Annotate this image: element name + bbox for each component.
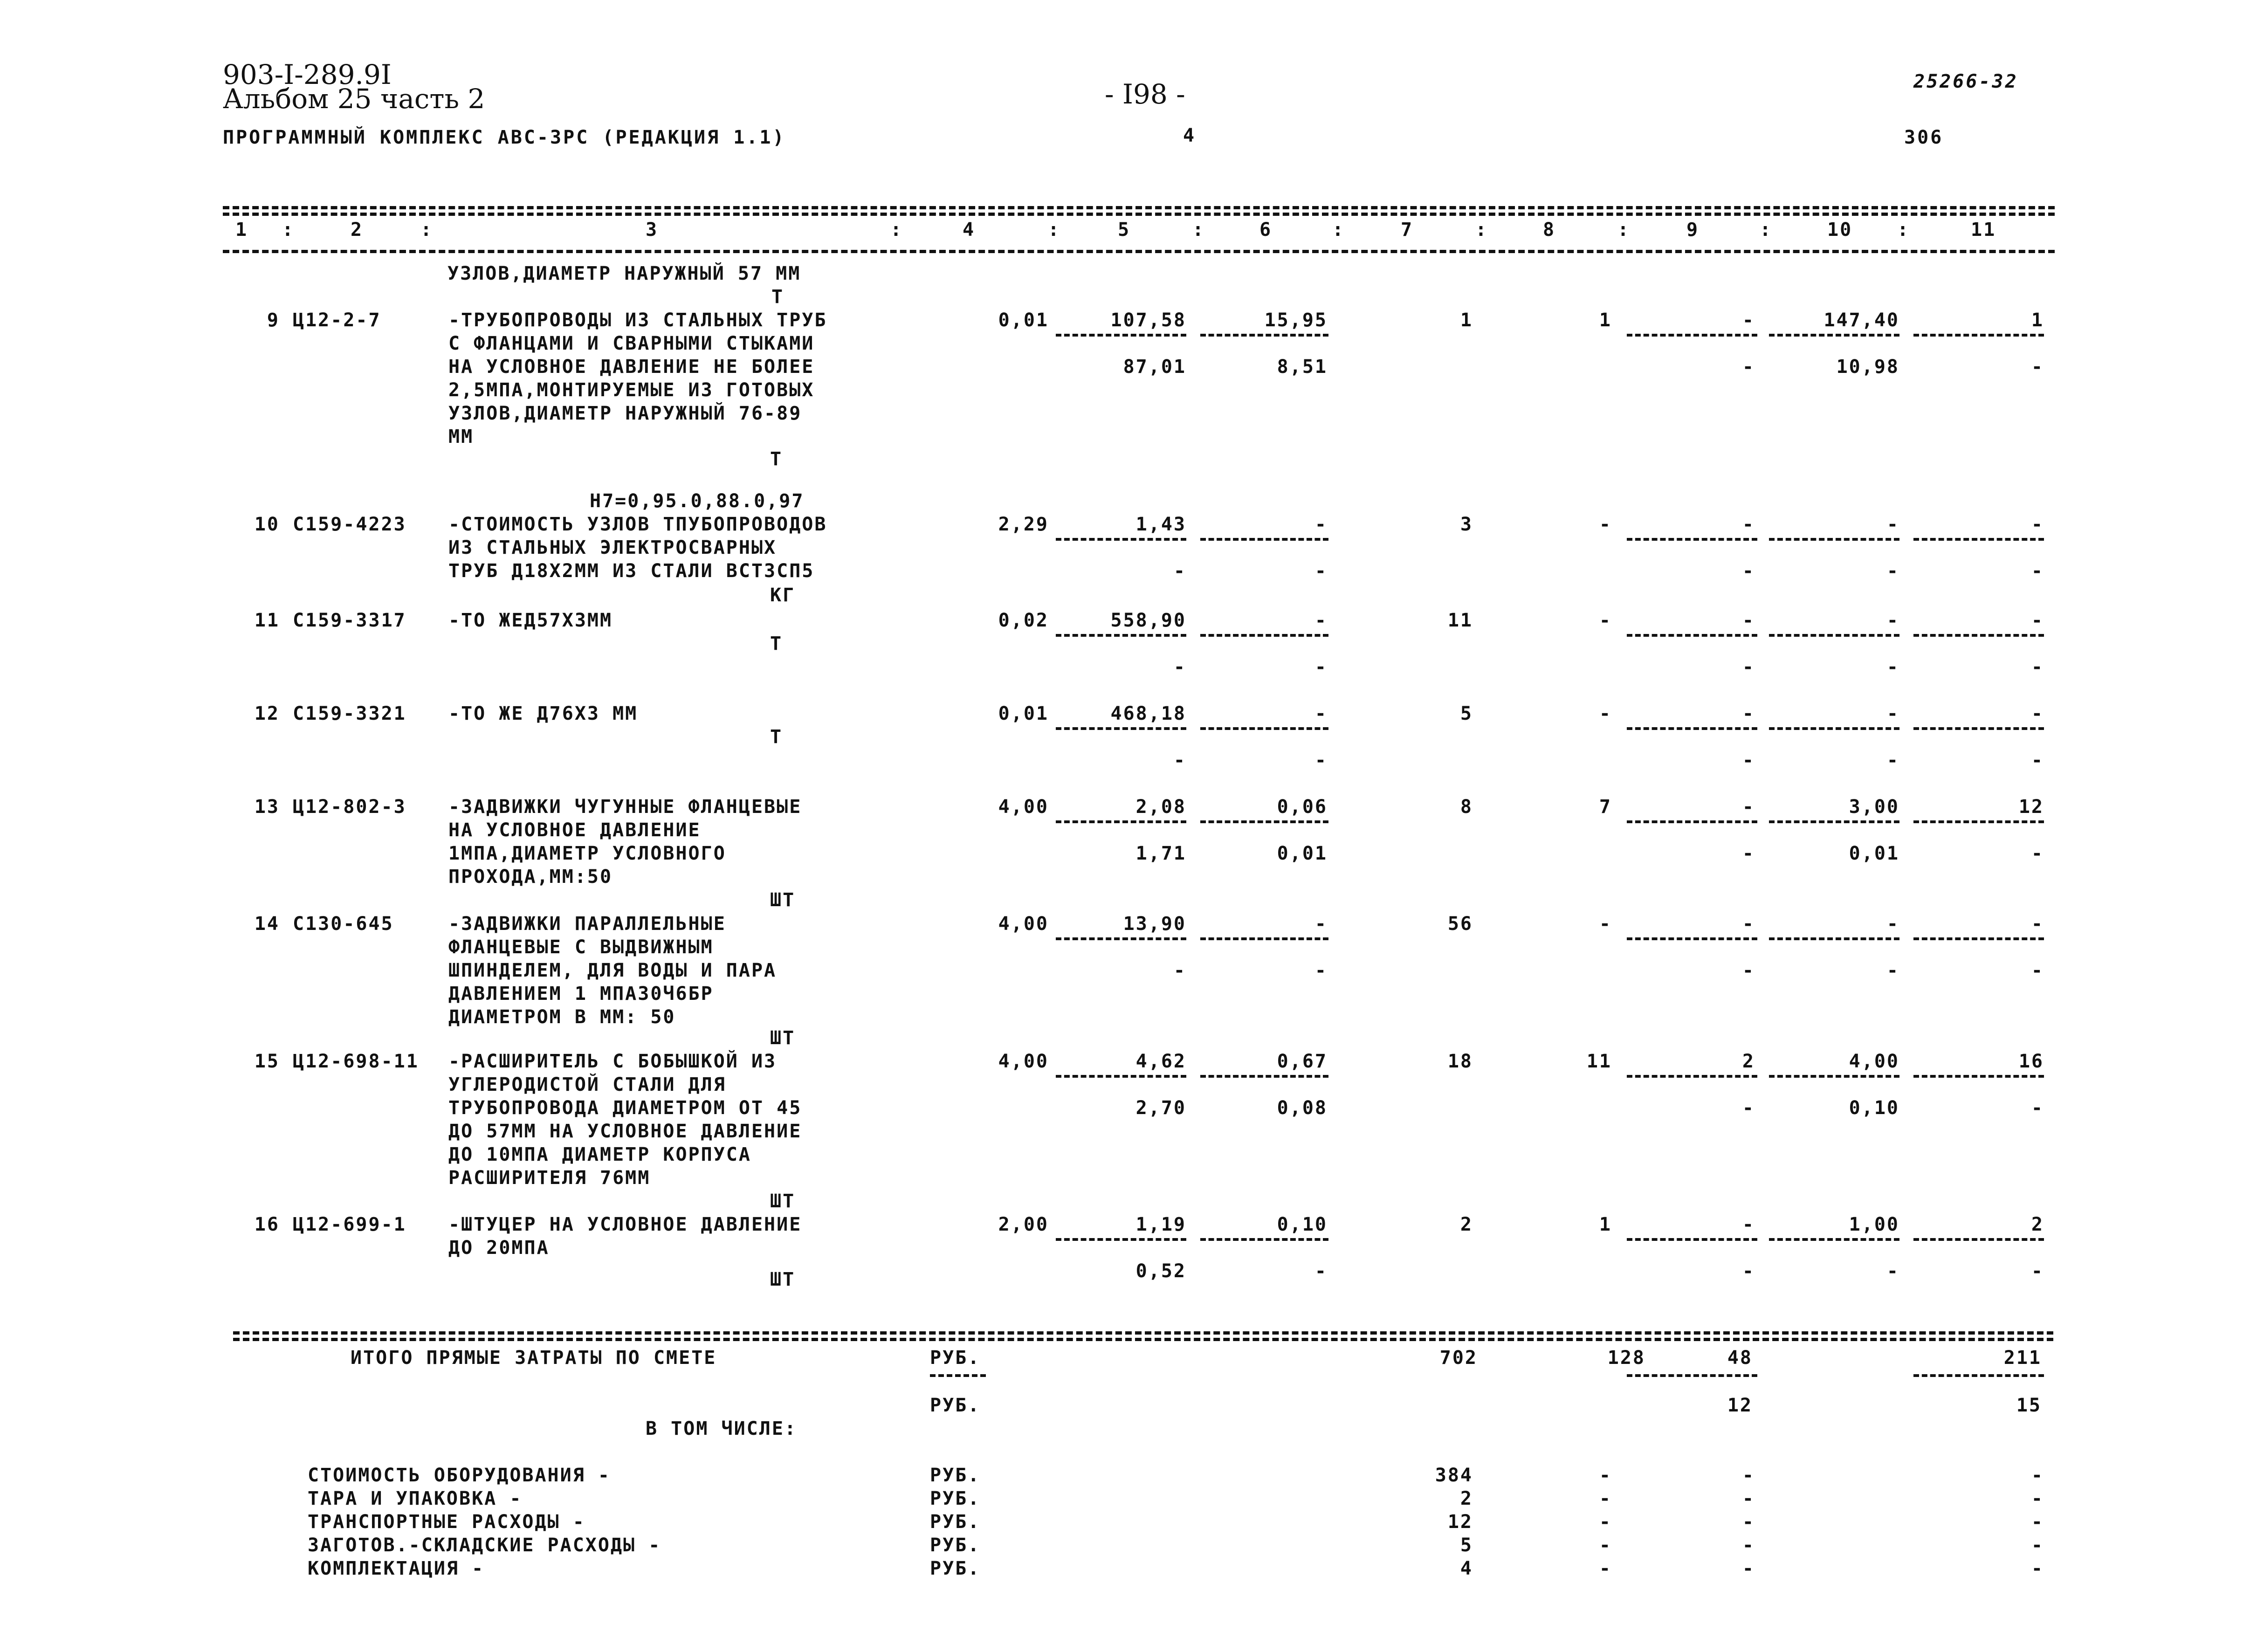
description-line: -ТРУБОПРОВОДЫ ИЗ СТАЛЬНЫХ ТРУБ <box>448 310 827 331</box>
breakdown-col-9: - <box>1742 1465 1755 1486</box>
cell-col-10: - <box>1886 913 1899 935</box>
cell-col-9-secondary: - <box>1742 560 1755 582</box>
description-line: ДО 10МПА ДИАМЕТР КОРПУСА <box>448 1144 751 1165</box>
cell-col-5: 13,90 <box>1123 913 1186 935</box>
breakdown-col-8: - <box>1599 1511 1612 1533</box>
cell-col-6-secondary: 0,08 <box>1277 1097 1328 1119</box>
fraction-rule <box>1913 334 2044 337</box>
cell-col-9: - <box>1742 610 1755 631</box>
code-number: 306 <box>1904 127 1944 148</box>
breakdown-col-8: - <box>1599 1465 1612 1486</box>
breakdown-col-11: - <box>2031 1488 2044 1509</box>
cell-col-4: 0,02 <box>998 610 1049 631</box>
cell-col-8: - <box>1599 913 1612 935</box>
cell-col-9: - <box>1742 514 1755 535</box>
album-label: Альбом 25 часть 2 <box>223 83 485 115</box>
coefficient-note: Н7=0,95.0,88.0,97 <box>590 490 805 512</box>
breakdown-col-11: - <box>2031 1558 2044 1579</box>
cell-col-5: 468,18 <box>1110 703 1186 724</box>
including-label: В ТОМ ЧИСЛЕ: <box>646 1418 797 1439</box>
program-title: ПРОГРАММНЫЙ КОМПЛЕКС АВС-3РС (РЕДАКЦИЯ 1.1) <box>223 127 786 148</box>
unit-of-measure: КГ <box>770 585 796 606</box>
unit-of-measure: ШТ <box>770 1027 796 1049</box>
totals-col-9-secondary: 12 <box>1727 1395 1753 1416</box>
cell-col-11-secondary: - <box>2031 1097 2044 1119</box>
cell-col-7: 56 <box>1447 913 1473 935</box>
description-line: ДО 20МПА <box>448 1237 550 1259</box>
breakdown-label: ТАРА И УПАКОВКА - <box>308 1488 523 1509</box>
cell-col-10-secondary: - <box>1886 1260 1899 1282</box>
rate-code: С159-3321 <box>293 703 406 724</box>
table-top-rule <box>223 206 2055 209</box>
description-line: ПРОХОДА,ММ:50 <box>448 866 613 888</box>
cell-col-5-secondary: - <box>1173 656 1186 678</box>
col-2-header: 2 <box>351 219 364 241</box>
row-number: 15 <box>254 1051 280 1072</box>
fraction-rule <box>1913 820 2044 823</box>
cell-col-7: 5 <box>1460 703 1473 724</box>
cell-col-8: 1 <box>1599 310 1612 331</box>
cell-col-11-secondary: - <box>2031 960 2044 981</box>
totals-label: ИТОГО ПРЯМЫЕ ЗАТРАТЫ ПО СМЕТЕ <box>351 1347 717 1369</box>
cell-col-8: - <box>1599 703 1612 724</box>
fraction-rule <box>1056 727 1186 730</box>
unit-of-measure: Т <box>770 726 783 748</box>
row-number: 9 <box>267 310 280 331</box>
cell-col-7: 1 <box>1460 310 1473 331</box>
continued-unit: Т <box>771 286 784 308</box>
cell-col-7: 2 <box>1460 1214 1473 1235</box>
fraction-rule <box>1200 634 1328 637</box>
fraction-rule <box>1913 538 2044 541</box>
totals-col-11-secondary: 15 <box>2016 1395 2042 1416</box>
col-separator: : <box>1192 219 1205 241</box>
breakdown-unit: РУБ. <box>930 1488 981 1509</box>
cell-col-11-secondary: - <box>2031 560 2044 582</box>
cell-col-9-secondary: - <box>1742 1097 1755 1119</box>
totals-col-9-rule <box>1627 1374 1757 1377</box>
col-separator: : <box>1332 219 1345 241</box>
col-separator: : <box>1048 219 1061 241</box>
cell-col-6: - <box>1314 514 1328 535</box>
fraction-rule <box>1056 634 1186 637</box>
cell-col-10-secondary: - <box>1886 560 1899 582</box>
cell-col-9: - <box>1742 703 1755 724</box>
cell-col-9: - <box>1742 1214 1755 1235</box>
col-11-header: 11 <box>1971 219 1996 241</box>
col-8-header: 8 <box>1543 219 1556 241</box>
breakdown-col-8: - <box>1599 1558 1612 1579</box>
description-line: -ТО ЖЕД57Х3ММ <box>448 610 613 631</box>
cell-col-6-secondary: - <box>1314 1260 1328 1282</box>
description-line: ДАВЛЕНИЕМ 1 МПА30Ч6БР <box>448 983 714 1005</box>
cell-col-5: 1,43 <box>1135 514 1186 535</box>
cell-col-6: - <box>1314 703 1328 724</box>
cell-col-4: 4,00 <box>998 913 1049 935</box>
description-line: -СТОИМОСТЬ УЗЛОВ ТПУБОПРОВОДОВ <box>448 514 827 535</box>
header-bottom-rule <box>223 250 2055 253</box>
description-line: ТРУБ Д18Х2ММ ИЗ СТАЛИ ВСТ3СП5 <box>448 560 815 582</box>
fraction-rule <box>1627 538 1757 541</box>
breakdown-col-8: - <box>1599 1488 1612 1509</box>
cell-col-6: 0,06 <box>1277 796 1328 818</box>
totals-col-9: 48 <box>1727 1347 1753 1369</box>
cell-col-9: 2 <box>1742 1051 1755 1072</box>
fraction-rule <box>1769 1238 1899 1241</box>
fraction-rule <box>1769 937 1899 940</box>
cell-col-10-secondary: 0,01 <box>1849 843 1899 864</box>
cell-col-5-secondary: 1,71 <box>1135 843 1186 864</box>
cell-col-6-secondary: - <box>1314 960 1328 981</box>
cell-col-5-secondary: - <box>1173 750 1186 771</box>
cell-col-10: - <box>1886 610 1899 631</box>
rate-code: С159-3317 <box>293 610 406 631</box>
breakdown-label: КОМПЛЕКТАЦИЯ - <box>308 1558 485 1579</box>
cell-col-5-secondary: 2,70 <box>1135 1097 1186 1119</box>
cell-col-4: 4,00 <box>998 796 1049 818</box>
description-line: РАСШИРИТЕЛЯ 76ММ <box>448 1167 651 1189</box>
cell-col-6: - <box>1314 913 1328 935</box>
breakdown-col-7: 2 <box>1460 1488 1473 1509</box>
cell-col-4: 0,01 <box>998 310 1049 331</box>
totals-col-8: 128 <box>1607 1347 1645 1369</box>
breakdown-col-9: - <box>1742 1558 1755 1579</box>
cell-col-10-secondary: 10,98 <box>1836 356 1899 378</box>
cell-col-11: 16 <box>2018 1051 2044 1072</box>
cell-col-5-secondary: - <box>1173 960 1186 981</box>
totals-rule <box>233 1331 2053 1335</box>
cell-col-9-secondary: - <box>1742 750 1755 771</box>
cell-col-10-secondary: 0,10 <box>1849 1097 1899 1119</box>
breakdown-label: ТРАНСПОРТНЫЕ РАСХОДЫ - <box>308 1511 585 1533</box>
cell-col-11-secondary: - <box>2031 356 2044 378</box>
document-number: 903-I-289.9I <box>223 59 392 90</box>
fraction-rule <box>1056 937 1186 940</box>
cell-col-7: 8 <box>1460 796 1473 818</box>
col-10-header: 10 <box>1827 219 1853 241</box>
fraction-rule <box>1769 334 1899 337</box>
rate-code: С159-4223 <box>293 514 406 535</box>
fraction-rule <box>1913 727 2044 730</box>
fraction-rule <box>1056 820 1186 823</box>
fraction-rule <box>1627 334 1757 337</box>
description-line: ФЛАНЦЕВЫЕ С ВЫДВИЖНЫМ <box>448 936 714 958</box>
description-line: -ЗАДВИЖКИ ПАРАЛЛЕЛЬНЫЕ <box>448 913 726 935</box>
cell-col-7: 11 <box>1447 610 1473 631</box>
row-number: 14 <box>254 913 280 935</box>
breakdown-unit: РУБ. <box>930 1511 981 1533</box>
col-4-header: 4 <box>963 219 976 241</box>
totals-unit-2: РУБ. <box>930 1395 981 1416</box>
fraction-rule <box>1769 634 1899 637</box>
rate-code: Ц12-699-1 <box>293 1214 406 1235</box>
cell-col-4: 4,00 <box>998 1051 1049 1072</box>
cell-col-9: - <box>1742 310 1755 331</box>
description-line: -ТО ЖЕ Д76Х3 ММ <box>448 703 638 724</box>
description-line: -ШТУЦЕР НА УСЛОВНОЕ ДАВЛЕНИЕ <box>448 1214 802 1235</box>
row-number: 11 <box>254 610 280 631</box>
description-line: -РАСШИРИТЕЛЬ С БОБЫШКОЙ ИЗ <box>448 1051 777 1072</box>
fraction-rule <box>1913 1238 2044 1241</box>
cell-col-9-secondary: - <box>1742 843 1755 864</box>
fraction-rule <box>1056 334 1186 337</box>
cell-col-10-secondary: - <box>1886 656 1899 678</box>
fraction-rule <box>1200 727 1328 730</box>
breakdown-col-9: - <box>1742 1488 1755 1509</box>
stamp-number: 25266-32 <box>1913 71 2018 92</box>
col-separator: : <box>1760 219 1773 241</box>
table-top-rule-2 <box>223 213 2055 216</box>
rate-code: Ц12-2-7 <box>293 310 381 331</box>
fraction-rule <box>1769 820 1899 823</box>
cell-col-8: - <box>1599 514 1612 535</box>
col-separator: : <box>420 219 434 241</box>
fraction-rule <box>1200 334 1328 337</box>
fraction-rule <box>1769 727 1899 730</box>
totals-col-7: 702 <box>1439 1347 1478 1369</box>
fraction-rule <box>1913 634 2044 637</box>
fraction-rule <box>1769 1075 1899 1078</box>
unit-of-measure: ШТ <box>770 889 796 911</box>
row-number: 10 <box>254 514 280 535</box>
cell-col-8: 11 <box>1586 1051 1612 1072</box>
unit-of-measure: ШТ <box>770 1269 796 1290</box>
breakdown-col-9: - <box>1742 1511 1755 1533</box>
cell-col-10: 147,40 <box>1823 310 1899 331</box>
unit-of-measure: Т <box>770 448 783 470</box>
cell-col-9-secondary: - <box>1742 656 1755 678</box>
cell-col-10-secondary: - <box>1886 960 1899 981</box>
col-separator: : <box>1617 219 1631 241</box>
totals-unit: РУБ. <box>930 1347 981 1369</box>
page-number: - I98 - <box>1105 78 1185 110</box>
breakdown-label: СТОИМОСТЬ ОБОРУДОВАНИЯ - <box>308 1465 611 1486</box>
cell-col-11-secondary: - <box>2031 1260 2044 1282</box>
cell-col-6-secondary: - <box>1314 560 1328 582</box>
cell-col-6-secondary: - <box>1314 750 1328 771</box>
cell-col-11-secondary: - <box>2031 843 2044 864</box>
breakdown-label: ЗАГОТОВ.-СКЛАДСКИЕ РАСХОДЫ - <box>308 1535 661 1556</box>
cell-col-5: 1,19 <box>1135 1214 1186 1235</box>
breakdown-col-11: - <box>2031 1465 2044 1486</box>
fraction-rule <box>1627 634 1757 637</box>
fraction-rule <box>1056 1075 1186 1078</box>
cell-col-4: 2,00 <box>998 1214 1049 1235</box>
cell-col-4: 0,01 <box>998 703 1049 724</box>
cell-col-10: 3,00 <box>1849 796 1899 818</box>
fraction-rule <box>1769 538 1899 541</box>
cell-col-6-secondary: - <box>1314 656 1328 678</box>
cell-col-5: 4,62 <box>1135 1051 1186 1072</box>
description-line: ШПИНДЕЛЕМ, ДЛЯ ВОДЫ И ПАРА <box>448 960 777 981</box>
continued-description: УЗЛОВ,ДИАМЕТР НАРУЖНЫЙ 57 ММ <box>447 263 801 284</box>
cell-col-10: - <box>1886 514 1899 535</box>
breakdown-unit: РУБ. <box>930 1535 981 1556</box>
cell-col-6-secondary: 0,01 <box>1277 843 1328 864</box>
description-line: 2,5МПА,МОНТИРУЕМЫЕ ИЗ ГОТОВЫХ <box>448 379 815 401</box>
unit-of-measure: ШТ <box>770 1191 796 1212</box>
fraction-rule <box>1627 820 1757 823</box>
cell-col-8: - <box>1599 610 1612 631</box>
cell-col-11-secondary: - <box>2031 750 2044 771</box>
fraction-rule <box>1913 1075 2044 1078</box>
cell-col-10: 4,00 <box>1849 1051 1899 1072</box>
col-separator: : <box>282 219 295 241</box>
cell-col-10: - <box>1886 703 1899 724</box>
cell-col-9-secondary: - <box>1742 356 1755 378</box>
rate-code: Ц12-802-3 <box>293 796 406 818</box>
cell-col-11-secondary: - <box>2031 656 2044 678</box>
description-line: ДО 57ММ НА УСЛОВНОЕ ДАВЛЕНИЕ <box>448 1121 802 1142</box>
unit-of-measure: Т <box>770 633 783 654</box>
breakdown-col-7: 12 <box>1447 1511 1473 1533</box>
breakdown-col-9: - <box>1742 1535 1755 1556</box>
row-number: 16 <box>254 1214 280 1235</box>
breakdown-col-11: - <box>2031 1511 2044 1533</box>
breakdown-col-7: 384 <box>1435 1465 1473 1486</box>
cell-col-6: 0,10 <box>1277 1214 1328 1235</box>
fraction-rule <box>1627 1075 1757 1078</box>
cell-col-5: 2,08 <box>1135 796 1186 818</box>
col-7-header: 7 <box>1401 219 1414 241</box>
fraction-rule <box>1913 937 2044 940</box>
description-line: ТРУБОПРОВОДА ДИАМЕТРОМ ОТ 45 <box>448 1097 802 1119</box>
cell-col-11: 2 <box>2031 1214 2044 1235</box>
breakdown-col-8: - <box>1599 1535 1612 1556</box>
cell-col-11: 12 <box>2018 796 2044 818</box>
fraction-rule <box>1200 1075 1328 1078</box>
col-separator: : <box>1897 219 1910 241</box>
description-line: ММ <box>448 426 474 447</box>
description-line: НА УСЛОВНОЕ ДАВЛЕНИЕ <box>448 819 701 841</box>
cell-col-11: - <box>2031 703 2044 724</box>
cell-col-5-secondary: 0,52 <box>1135 1260 1186 1282</box>
breakdown-unit: РУБ. <box>930 1465 981 1486</box>
cell-col-5-secondary: - <box>1173 560 1186 582</box>
cell-col-6: 0,67 <box>1277 1051 1328 1072</box>
description-line: -ЗАДВИЖКИ ЧУГУННЫЕ ФЛАНЦЕВЫЕ <box>448 796 802 818</box>
fraction-rule <box>1200 820 1328 823</box>
cell-col-5: 107,58 <box>1110 310 1186 331</box>
cell-col-11: - <box>2031 610 2044 631</box>
cell-col-10-secondary: - <box>1886 750 1899 771</box>
description-line: С ФЛАНЦАМИ И СВАРНЫМИ СТЫКАМИ <box>448 333 815 354</box>
cell-col-8: 7 <box>1599 796 1612 818</box>
col-5-header: 5 <box>1118 219 1131 241</box>
description-line: НА УСЛОВНОЕ ДАВЛЕНИЕ НЕ БОЛЕЕ <box>448 356 815 378</box>
totals-col-11: 211 <box>2003 1347 2042 1369</box>
breakdown-col-7: 4 <box>1460 1558 1473 1579</box>
breakdown-col-11: - <box>2031 1535 2044 1556</box>
description-line: ДИАМЕТРОМ В ММ: 50 <box>448 1006 676 1028</box>
cell-col-6: 15,95 <box>1264 310 1328 331</box>
cell-col-11: - <box>2031 913 2044 935</box>
cell-col-10: 1,00 <box>1849 1214 1899 1235</box>
rate-code: Ц12-698-11 <box>293 1051 419 1072</box>
col-1-header: 1 <box>235 219 248 241</box>
fraction-rule <box>1200 1238 1328 1241</box>
breakdown-col-7: 5 <box>1460 1535 1473 1556</box>
cell-col-9-secondary: - <box>1742 960 1755 981</box>
cell-col-5: 558,90 <box>1110 610 1186 631</box>
cell-col-7: 18 <box>1447 1051 1473 1072</box>
unit-underline <box>930 1374 986 1377</box>
description-line: УЗЛОВ,ДИАМЕТР НАРУЖНЫЙ 76-89 <box>448 403 802 424</box>
cell-col-9: - <box>1742 913 1755 935</box>
breakdown-unit: РУБ. <box>930 1558 981 1579</box>
row-number: 13 <box>254 796 280 818</box>
sheet-number: 4 <box>1183 125 1197 146</box>
fraction-rule <box>1200 937 1328 940</box>
cell-col-4: 2,29 <box>998 514 1049 535</box>
totals-col-11-rule <box>1913 1374 2044 1377</box>
cell-col-7: 3 <box>1460 514 1473 535</box>
fraction-rule <box>1627 1238 1757 1241</box>
col-3-header: 3 <box>646 219 659 241</box>
fraction-rule <box>1627 937 1757 940</box>
col-separator: : <box>890 219 903 241</box>
totals-rule-2 <box>233 1338 2053 1341</box>
fraction-rule <box>1056 538 1186 541</box>
cell-col-8: 1 <box>1599 1214 1612 1235</box>
description-line: ИЗ СТАЛЬНЫХ ЭЛЕКТРОСВАРНЫХ <box>448 537 777 558</box>
description-line: 1МПА,ДИАМЕТР УСЛОВНОГО <box>448 843 726 864</box>
cell-col-6: - <box>1314 610 1328 631</box>
fraction-rule <box>1056 1238 1186 1241</box>
rate-code: С130-645 <box>293 913 394 935</box>
cell-col-6-secondary: 8,51 <box>1277 356 1328 378</box>
cell-col-11: - <box>2031 514 2044 535</box>
cell-col-5-secondary: 87,01 <box>1123 356 1186 378</box>
fraction-rule <box>1200 538 1328 541</box>
col-6-header: 6 <box>1259 219 1273 241</box>
fraction-rule <box>1627 727 1757 730</box>
cell-col-9: - <box>1742 796 1755 818</box>
cell-col-11: 1 <box>2031 310 2044 331</box>
row-number: 12 <box>254 703 280 724</box>
col-9-header: 9 <box>1686 219 1700 241</box>
cell-col-9-secondary: - <box>1742 1260 1755 1282</box>
description-line: УГЛЕРОДИСТОЙ СТАЛИ ДЛЯ <box>448 1074 726 1095</box>
col-separator: : <box>1475 219 1488 241</box>
